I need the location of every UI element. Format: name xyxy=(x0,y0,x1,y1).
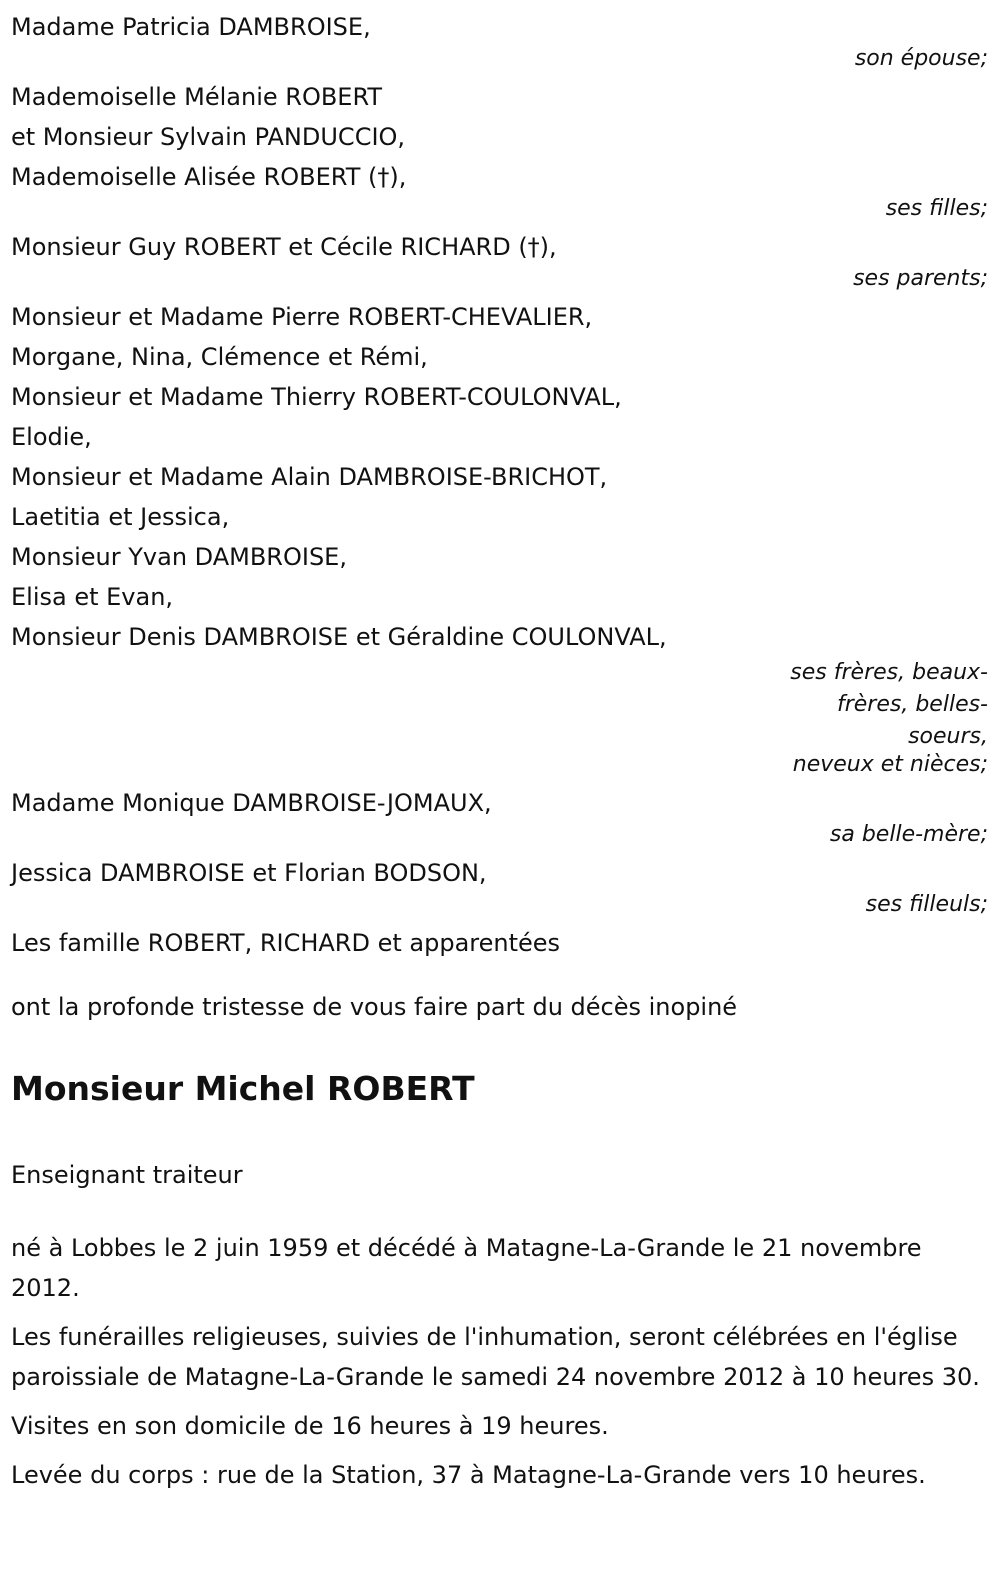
family-member-line: Monsieur Denis DAMBROISE et Géraldine COULONVAL, xyxy=(11,623,667,651)
family-list xyxy=(11,7,988,917)
announcement: ont la profonde tristesse de vous faire part du décès inopiné xyxy=(11,993,738,1021)
funeral-info: Les funérailles religieuses, suivies de l'inhumation, seront célébrées en l'église paroissiale de Matagne-La-Grande le samedi 24 novembre 2012 à 10 heures 30. xyxy=(11,1323,980,1391)
birth-death: né à Lobbes le 2 juin 1959 et décédé à Matagne-La-Grande le 21 novembre 2012. xyxy=(11,1234,922,1302)
families-line: Les famille ROBERT, RICHARD et apparentées xyxy=(11,929,561,957)
relationship-label: ses parents; xyxy=(853,266,988,291)
relationship-label: sa belle-mère; xyxy=(829,822,988,847)
family-group xyxy=(11,7,988,71)
profession: Enseignant traiteur xyxy=(11,1161,243,1189)
family-group xyxy=(11,783,988,847)
deceased-name: Monsieur Michel ROBERT xyxy=(11,1069,475,1108)
family-member-line: Madame Patricia DAMBROISE, xyxy=(11,13,371,41)
family-member-line: Morgane, Nina, Clémence et Rémi, xyxy=(11,343,428,371)
family-member-line: Monsieur Guy ROBERT et Cécile RICHARD (†), xyxy=(11,233,557,261)
relationship-label: ses frères, beaux-frères, belles-soeurs, xyxy=(790,660,988,749)
family-group xyxy=(11,77,988,221)
family-member-line: Monsieur et Madame Alain DAMBROISE-BRICHOT, xyxy=(11,463,608,491)
family-member-line: Elodie, xyxy=(11,423,92,451)
relationship-label: ses filles; xyxy=(885,196,988,221)
family-member-line: Elisa et Evan, xyxy=(11,583,174,611)
family-member-line: Mademoiselle Alisée ROBERT (†), xyxy=(11,163,407,191)
family-group xyxy=(11,227,988,291)
visits-info: Visites en son domicile de 16 heures à 19 heures. xyxy=(11,1412,609,1440)
family-member-line: Monsieur et Madame Thierry ROBERT-COULONVAL, xyxy=(11,383,622,411)
family-member-line: Laetitia et Jessica, xyxy=(11,503,230,531)
family-group xyxy=(11,297,988,777)
family-member-line: Jessica DAMBROISE et Florian BODSON, xyxy=(11,859,487,887)
family-member-line: Madame Monique DAMBROISE-JOMAUX, xyxy=(11,789,492,817)
procession-info: Levée du corps : rue de la Station, 37 à Matagne-La-Grande vers 10 heures. xyxy=(11,1461,926,1489)
family-member-line: Mademoiselle Mélanie ROBERT xyxy=(11,83,383,111)
family-group xyxy=(11,853,988,917)
relationship-label: ses filleuls; xyxy=(865,892,988,917)
family-member-line: Monsieur Yvan DAMBROISE, xyxy=(11,543,347,571)
family-member-line: Monsieur et Madame Pierre ROBERT-CHEVALIER, xyxy=(11,303,593,331)
family-member-line: et Monsieur Sylvain PANDUCCIO, xyxy=(11,123,406,151)
relationship-label: neveux et nièces; xyxy=(792,752,988,777)
relationship-label: son épouse; xyxy=(854,46,988,71)
